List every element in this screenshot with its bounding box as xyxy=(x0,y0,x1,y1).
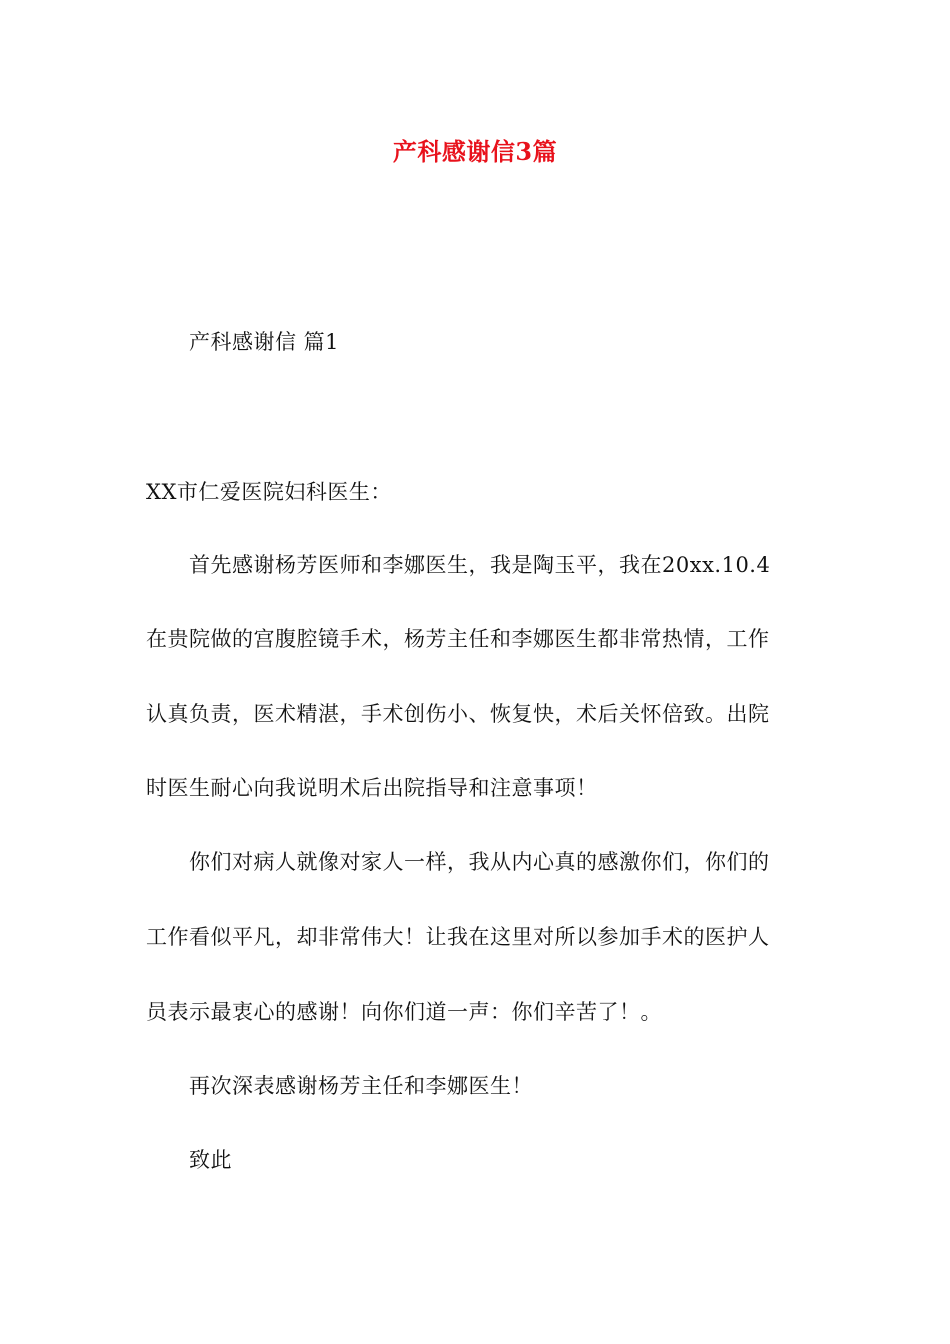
paragraph-2-line-1: 你们对病人就像对家人一样，我从内心真的感激你们，你们的 xyxy=(189,850,770,874)
paragraph-1-line-4: 时医生耐心向我说明术后出院指导和注意事项！ xyxy=(146,776,598,800)
paragraph-2-line-3: 员表示最衷心的感谢！向你们道一声：你们辛苦了！。 xyxy=(146,1000,662,1024)
paragraph-3: 再次深表感谢杨芳主任和李娜医生！ xyxy=(189,1074,533,1098)
section-heading: 产科感谢信 篇1 xyxy=(189,330,340,354)
page-title: 产科感谢信3篇 xyxy=(392,137,558,166)
paragraph-2-line-2: 工作看似平凡，却非常伟大！让我在这里对所以参加手术的医护人 xyxy=(146,925,770,949)
salutation: XX市仁爱医院妇科医生： xyxy=(146,480,392,504)
paragraph-1-line-3: 认真负责，医术精湛，手术创伤小、恢复快，术后关怀倍致。出院 xyxy=(146,702,770,726)
paragraph-1-line-2: 在贵院做的宫腹腔镜手术，杨芳主任和李娜医生都非常热情，工作 xyxy=(146,627,770,651)
closing: 致此 xyxy=(189,1148,232,1172)
paragraph-1-line-1: 首先感谢杨芳医师和李娜医生，我是陶玉平，我在20xx.10.4 xyxy=(189,553,771,577)
